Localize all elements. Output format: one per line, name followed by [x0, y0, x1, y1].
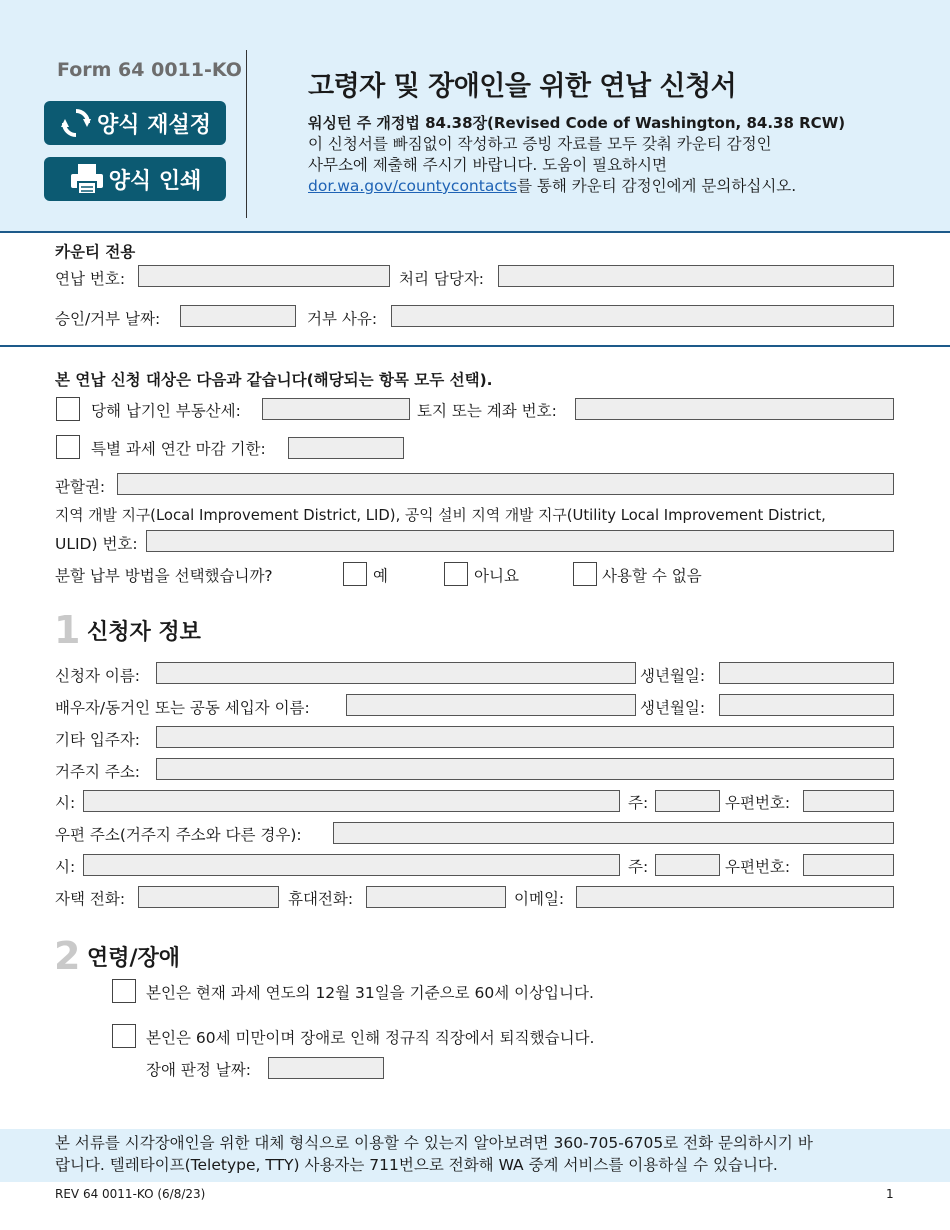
approval-date-field[interactable] — [180, 305, 296, 327]
intro-line-1: 이 신청서를 빠짐없이 작성하고 증빙 자료를 모두 갖춰 카운티 감정인 — [308, 135, 772, 153]
property-tax-checkbox[interactable] — [56, 397, 80, 421]
reset-button-label: 양식 재설정 — [97, 112, 211, 138]
denial-reason-label: 거부 사유: — [307, 310, 378, 328]
deferral-number-label: 연납 번호: — [55, 270, 126, 288]
notice-line-1: 본 서류를 시각장애인을 위한 대체 형식으로 이용할 수 있는지 알아보려면 360-705-6705로 전화 문의하시기 바 — [55, 1134, 813, 1152]
city-field[interactable] — [83, 790, 620, 812]
special-assessment-checkbox[interactable] — [56, 435, 80, 459]
installment-na-checkbox[interactable] — [573, 562, 597, 586]
age-statement: 본인은 현재 과세 연도의 12월 31일을 기준으로 60세 이상입니다. — [146, 984, 594, 1002]
applicant-dob-label: 생년월일: — [640, 667, 706, 685]
property-tax-label: 당해 납기인 부동산세: — [91, 402, 241, 420]
installment-yes-checkbox[interactable] — [343, 562, 367, 586]
special-deadline-field[interactable] — [288, 437, 404, 459]
denial-reason-field[interactable] — [391, 305, 894, 327]
applicant-dob-field[interactable] — [719, 662, 894, 684]
mailing-zip-label: 우편번호: — [725, 858, 791, 876]
county-contacts-link[interactable]: dor.wa.gov/countycontacts — [308, 177, 518, 195]
applicant-name-label: 신청자 이름: — [55, 667, 141, 685]
jurisdiction-label: 관할권: — [55, 478, 106, 496]
section-1-number: 1 — [54, 608, 81, 652]
special-deadline-label: 특별 과세 연간 마감 기한: — [91, 440, 266, 458]
intro-text — [308, 134, 796, 197]
mobile-phone-label: 휴대전화: — [288, 890, 354, 908]
reset-form-button[interactable] — [44, 101, 226, 145]
intro-line-3 — [308, 176, 796, 197]
section-2-title: 연령/장애 — [87, 946, 181, 971]
zip-field[interactable] — [803, 790, 894, 812]
mailing-address-label: 우편 주소(거주지 주소와 다른 경우): — [55, 826, 302, 844]
city-label: 시: — [55, 794, 76, 812]
form-number: Form 64 0011-KO — [57, 59, 242, 81]
section-2-number: 2 — [54, 934, 81, 978]
printer-icon — [69, 162, 105, 196]
mailing-city-label: 시: — [55, 858, 76, 876]
deferral-number-field[interactable] — [138, 265, 390, 287]
installment-no-label: 아니요 — [474, 567, 519, 585]
parcel-label: 토지 또는 계좌 번호: — [417, 402, 557, 420]
mobile-phone-field[interactable] — [366, 886, 506, 908]
spouse-dob-label: 생년월일: — [640, 699, 706, 717]
county-use-heading: 카운티 전용 — [55, 243, 136, 261]
page-title: 고령자 및 장애인을 위한 연납 신청서 — [308, 71, 737, 102]
home-phone-field[interactable] — [138, 886, 279, 908]
installment-no-checkbox[interactable] — [444, 562, 468, 586]
print-form-button[interactable] — [44, 157, 226, 201]
accessibility-notice — [55, 1132, 813, 1176]
applicant-name-field[interactable] — [156, 662, 636, 684]
property-tax-field[interactable] — [262, 398, 410, 420]
spouse-name-label: 배우자/동거인 또는 공동 세입자 이름: — [55, 699, 310, 717]
residence-address-label: 거주지 주소: — [55, 763, 141, 781]
age-checkbox[interactable] — [112, 979, 136, 1003]
page-number: 1 — [886, 1187, 894, 1201]
state-field[interactable] — [655, 790, 720, 812]
processor-label: 처리 담당자: — [399, 270, 485, 288]
disability-date-field[interactable] — [268, 1057, 384, 1079]
intro-line-3-text: 를 통해 카운티 감정인에게 문의하십시오. — [517, 177, 797, 195]
mailing-state-label: 주: — [628, 858, 649, 876]
installment-question: 분할 납부 방법을 선택했습니까? — [55, 567, 273, 585]
parcel-field[interactable] — [575, 398, 894, 420]
page-subtitle: 워싱턴 주 개정법 84.38장(Revised Code of Washington, 84.38 RCW) — [308, 114, 846, 132]
section-rule — [0, 345, 950, 347]
spouse-dob-field[interactable] — [719, 694, 894, 716]
mailing-zip-field[interactable] — [803, 854, 894, 876]
lid-number-field[interactable] — [146, 530, 894, 552]
header-rule — [0, 231, 950, 233]
disability-statement: 본인은 60세 미만이며 장애로 인해 정규직 직장에서 퇴직했습니다. — [146, 1029, 595, 1047]
installment-na-label: 사용할 수 없음 — [602, 567, 702, 585]
refresh-icon — [59, 106, 93, 140]
revision-code: REV 64 0011-KO (6/8/23) — [55, 1187, 206, 1201]
lid-label-line-1: 지역 개발 지구(Local Improvement District, LID), 공익 설비 지역 개발 지구(Utility Local Improvement District, — [55, 507, 826, 524]
residence-address-field[interactable] — [156, 758, 894, 780]
print-button-label: 양식 인쇄 — [108, 168, 202, 194]
lid-label-line-2: ULID) 번호: — [55, 535, 138, 553]
installment-yes-label: 예 — [373, 567, 388, 585]
section-1-title: 신청자 정보 — [87, 620, 201, 645]
state-label: 주: — [628, 794, 649, 812]
approval-date-label: 승인/거부 날짜: — [55, 310, 161, 328]
other-occupants-field[interactable] — [156, 726, 894, 748]
header-divider — [246, 50, 247, 218]
mailing-address-field[interactable] — [333, 822, 894, 844]
notice-line-2: 랍니다. 텔레타이프(Teletype, TTY) 사용자는 711번으로 전화해 WA 중계 서비스를 이용하실 수 있습니다. — [55, 1156, 778, 1174]
spouse-name-field[interactable] — [346, 694, 636, 716]
zip-label: 우편번호: — [725, 794, 791, 812]
home-phone-label: 자택 전화: — [55, 890, 126, 908]
eligibility-heading: 본 연납 신청 대상은 다음과 같습니다(해당되는 항목 모두 선택). — [55, 371, 493, 389]
disability-date-label: 장애 판정 날짜: — [146, 1061, 251, 1079]
mailing-city-field[interactable] — [83, 854, 620, 876]
intro-line-2: 사무소에 제출해 주시기 바랍니다. 도움이 필요하시면 — [308, 156, 667, 174]
processor-field[interactable] — [498, 265, 894, 287]
other-occupants-label: 기타 입주자: — [55, 731, 141, 749]
jurisdiction-field[interactable] — [117, 473, 894, 495]
mailing-state-field[interactable] — [655, 854, 720, 876]
email-label: 이메일: — [514, 890, 565, 908]
email-field[interactable] — [576, 886, 894, 908]
disability-checkbox[interactable] — [112, 1024, 136, 1048]
